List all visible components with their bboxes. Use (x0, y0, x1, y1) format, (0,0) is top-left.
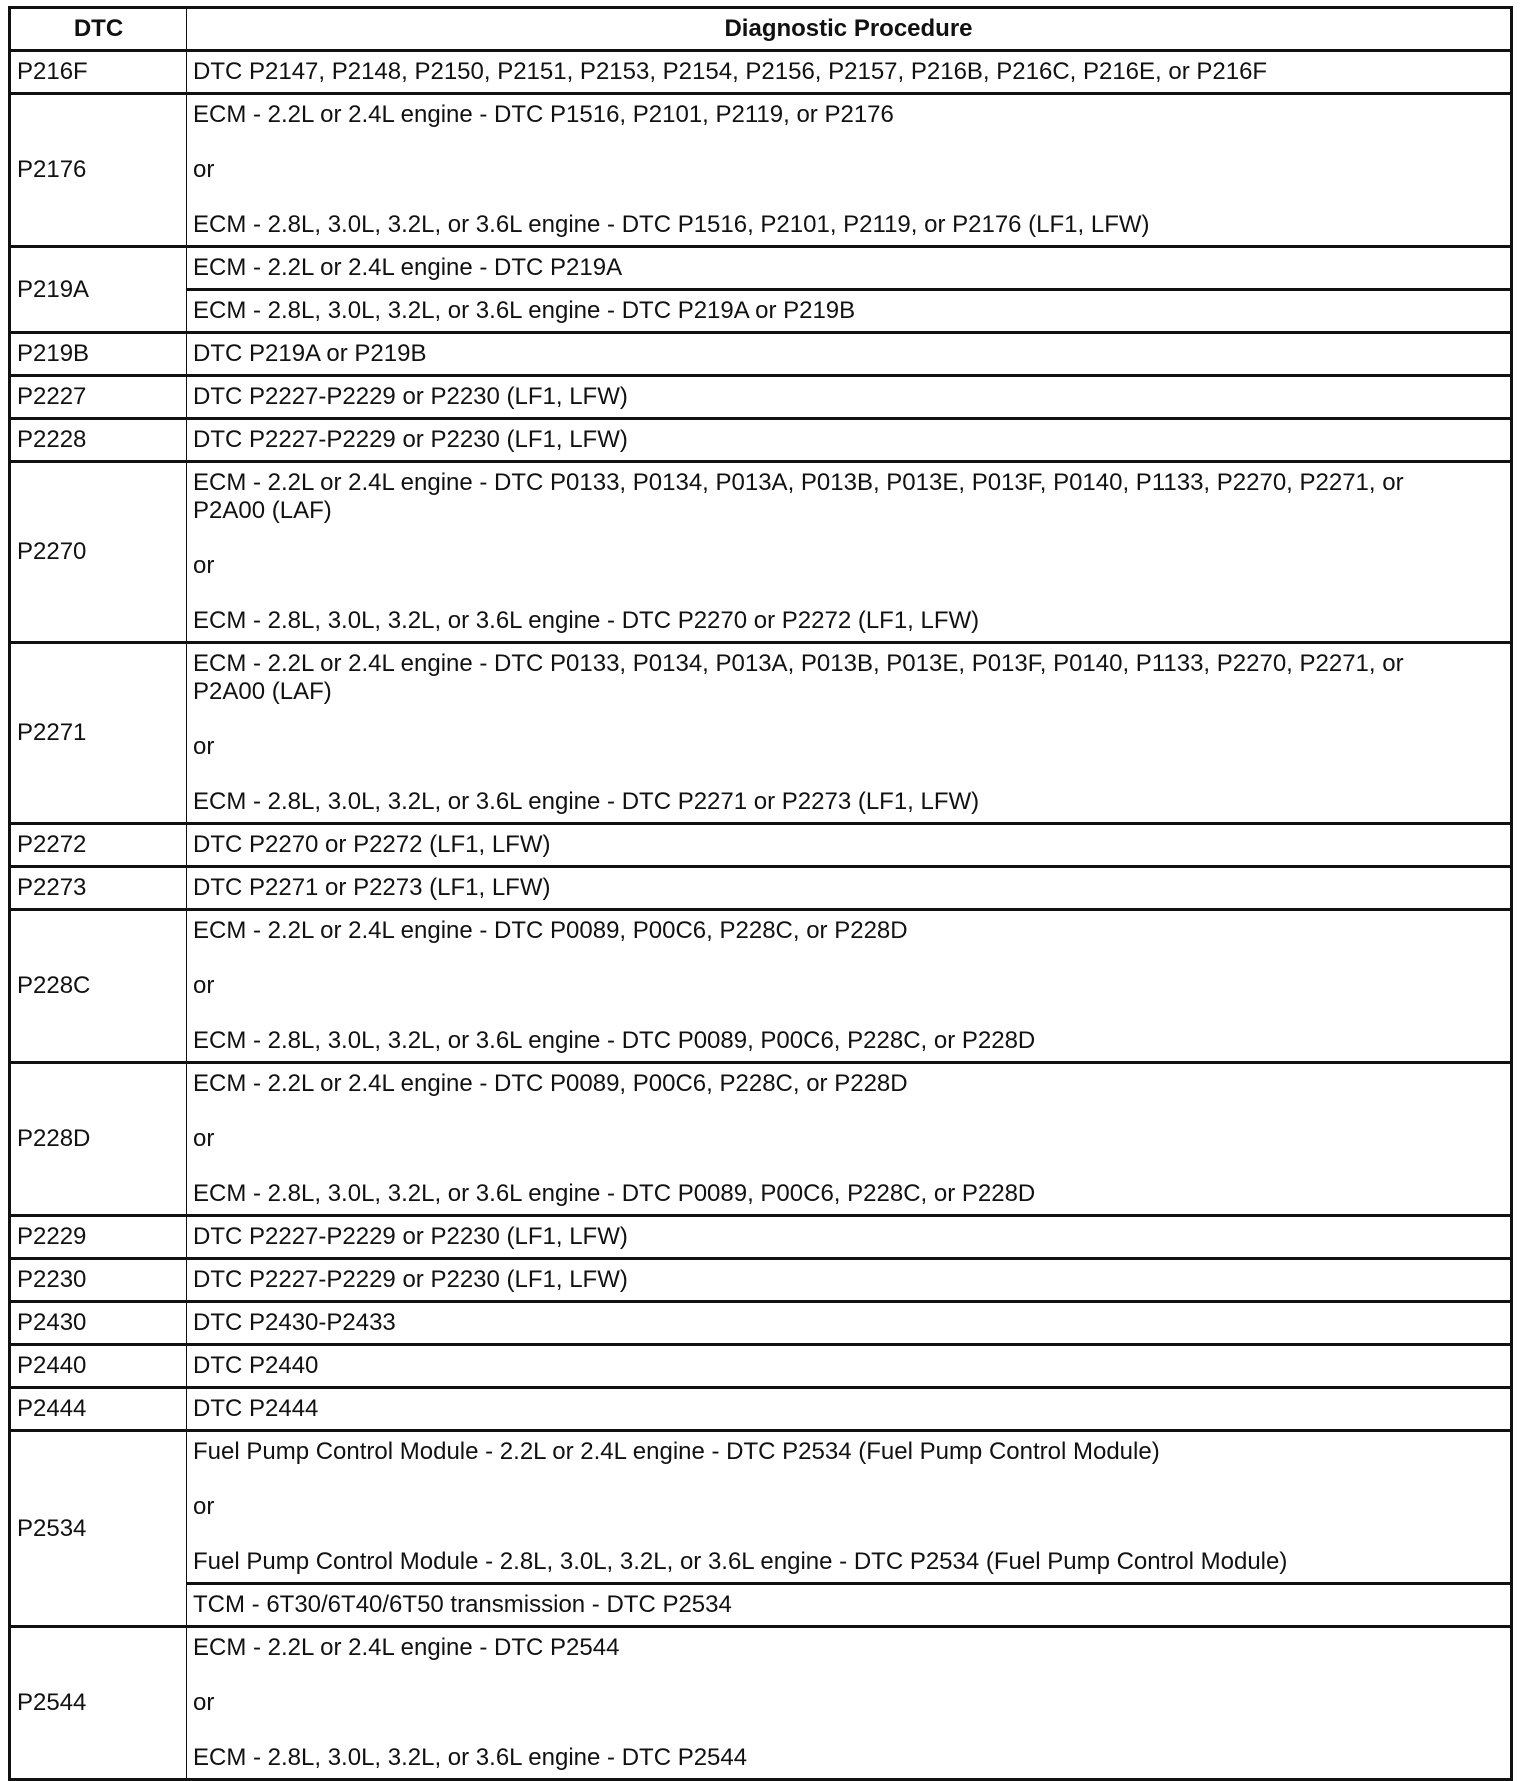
or-separator: or (193, 1125, 215, 1152)
table-row (10, 867, 1512, 910)
procedure-line: ECM - 2.8L, 3.0L, 3.2L, or 3.6L engine - DTC P1516, P2101, P2119, or P2176 (LF1, LFW) (193, 211, 1150, 238)
procedure-line: ECM - 2.2L or 2.4L engine - DTC P0133, P0134, P013A, P013B, P013E, P013F, P0140, P1133, P2270, P2271, or (193, 469, 1404, 496)
table-row (10, 1216, 1512, 1259)
table-row (10, 376, 1512, 419)
dtc-code: P2229 (10, 1216, 187, 1259)
or-separator: or (193, 552, 215, 579)
dtc-code: P219A (10, 247, 187, 333)
procedure-line: ECM - 2.2L or 2.4L engine - DTC P0133, P0134, P013A, P013B, P013E, P013F, P0140, P1133, P2270, P2271, or (193, 650, 1404, 677)
or-separator: or (193, 733, 215, 760)
table-row (10, 1302, 1512, 1345)
procedure-line: Fuel Pump Control Module - 2.8L, 3.0L, 3.2L, or 3.6L engine - DTC P2534 (Fuel Pump Control Module) (193, 1548, 1288, 1575)
procedure-line: ECM - 2.8L, 3.0L, 3.2L, or 3.6L engine - DTC P2270 or P2272 (LF1, LFW) (193, 607, 980, 634)
dtc-code: P2271 (10, 643, 187, 824)
procedure-line: ECM - 2.8L, 3.0L, 3.2L, or 3.6L engine - DTC P2544 (193, 1744, 748, 1771)
procedure-line: ECM - 2.8L, 3.0L, 3.2L, or 3.6L engine - DTC P0089, P00C6, P228C, or P228D (193, 1027, 1036, 1054)
procedure-line: DTC P219A or P219B (193, 340, 427, 367)
procedure-line: ECM - 2.8L, 3.0L, 3.2L, or 3.6L engine - DTC P0089, P00C6, P228C, or P228D (193, 1180, 1036, 1207)
diagnostic-procedure (187, 247, 1512, 290)
dtc-code: P2176 (10, 94, 187, 247)
procedure-line: DTC P2227-P2229 or P2230 (LF1, LFW) (193, 1266, 628, 1293)
line-gap (193, 1662, 1504, 1689)
procedure-line: TCM - 6T30/6T40/6T50 transmission - DTC P2534 (193, 1591, 732, 1618)
table-row (10, 1431, 1512, 1584)
table-row (10, 824, 1512, 867)
or-separator: or (193, 972, 215, 999)
procedure-line: P2A00 (LAF) (193, 678, 332, 705)
procedure-line: DTC P2444 (193, 1395, 319, 1422)
diagnostic-procedure (187, 867, 1512, 910)
diagnostic-procedure (187, 51, 1512, 94)
table-row (10, 419, 1512, 462)
table-row (10, 1627, 1512, 1780)
diagnostic-procedure (187, 1388, 1512, 1431)
procedure-line: ECM - 2.8L, 3.0L, 3.2L, or 3.6L engine - DTC P2271 or P2273 (LF1, LFW) (193, 788, 980, 815)
diagnostic-procedure (187, 1584, 1512, 1627)
diagnostic-procedure (187, 290, 1512, 333)
procedure-line: DTC P2270 or P2272 (LF1, LFW) (193, 831, 551, 858)
line-gap (193, 1153, 1504, 1180)
or-separator: or (193, 1689, 215, 1716)
dtc-table (8, 6, 1513, 1781)
dtc-code: P228D (10, 1063, 187, 1216)
table-row-continuation (10, 290, 1512, 333)
or-separator: or (193, 1493, 215, 1520)
or-separator: or (193, 156, 215, 183)
procedure-line: DTC P2147, P2148, P2150, P2151, P2153, P2154, P2156, P2157, P216B, P216C, P216E, or P216F (193, 58, 1268, 85)
table-row (10, 910, 1512, 1063)
procedure-line: DTC P2271 or P2273 (LF1, LFW) (193, 874, 551, 901)
procedure-line: DTC P2227-P2229 or P2230 (LF1, LFW) (193, 426, 628, 453)
line-gap (193, 129, 1504, 156)
diagnostic-procedure (187, 1259, 1512, 1302)
table-row (10, 1345, 1512, 1388)
table-row (10, 333, 1512, 376)
table-row (10, 1259, 1512, 1302)
diagnostic-procedure (187, 824, 1512, 867)
line-gap (193, 706, 1504, 733)
line-gap (193, 525, 1504, 552)
dtc-code: P2534 (10, 1431, 187, 1627)
diagnostic-procedure (187, 94, 1512, 247)
table-row (10, 643, 1512, 824)
header-dtc: DTC (10, 8, 187, 51)
header-procedure: Diagnostic Procedure (187, 8, 1512, 51)
diagnostic-procedure (187, 419, 1512, 462)
table-body (10, 51, 1512, 1780)
procedure-line: DTC P2440 (193, 1352, 319, 1379)
table-row (10, 1063, 1512, 1216)
diagnostic-procedure (187, 1302, 1512, 1345)
line-gap (193, 1098, 1504, 1125)
procedure-line: ECM - 2.8L, 3.0L, 3.2L, or 3.6L engine - DTC P219A or P219B (193, 297, 856, 324)
diagnostic-procedure (187, 1216, 1512, 1259)
dtc-code: P2270 (10, 462, 187, 643)
dtc-code: P2230 (10, 1259, 187, 1302)
diagnostic-procedure (187, 643, 1512, 824)
dtc-code: P2544 (10, 1627, 187, 1780)
dtc-code: P216F (10, 51, 187, 94)
dtc-code: P228C (10, 910, 187, 1063)
procedure-line: ECM - 2.2L or 2.4L engine - DTC P0089, P00C6, P228C, or P228D (193, 1070, 908, 1097)
line-gap (193, 1521, 1504, 1548)
dtc-code: P2273 (10, 867, 187, 910)
diagnostic-procedure (187, 1431, 1512, 1584)
diagnostic-procedure (187, 376, 1512, 419)
procedure-line: DTC P2227-P2229 or P2230 (LF1, LFW) (193, 383, 628, 410)
diagnostic-procedure (187, 910, 1512, 1063)
table-row (10, 462, 1512, 643)
line-gap (193, 761, 1504, 788)
procedure-line: P2A00 (LAF) (193, 497, 332, 524)
dtc-code: P2430 (10, 1302, 187, 1345)
diagnostic-procedure (187, 1345, 1512, 1388)
procedure-line: ECM - 2.2L or 2.4L engine - DTC P2544 (193, 1634, 620, 1661)
dtc-code: P2440 (10, 1345, 187, 1388)
dtc-code: P2228 (10, 419, 187, 462)
diagnostic-procedure (187, 462, 1512, 643)
table-row (10, 1388, 1512, 1431)
table-row (10, 94, 1512, 247)
line-gap (193, 184, 1504, 211)
dtc-code: P2444 (10, 1388, 187, 1431)
header-row (10, 8, 1512, 51)
table-row (10, 247, 1512, 290)
procedure-line: DTC P2430-P2433 (193, 1309, 396, 1336)
procedure-line: ECM - 2.2L or 2.4L engine - DTC P0089, P00C6, P228C, or P228D (193, 917, 908, 944)
table-row (10, 51, 1512, 94)
dtc-code: P2272 (10, 824, 187, 867)
diagnostic-procedure (187, 333, 1512, 376)
diagnostic-procedure (187, 1627, 1512, 1780)
line-gap (193, 1717, 1504, 1744)
diagnostic-procedure (187, 1063, 1512, 1216)
dtc-code: P2227 (10, 376, 187, 419)
procedure-line: Fuel Pump Control Module - 2.2L or 2.4L engine - DTC P2534 (Fuel Pump Control Module) (193, 1438, 1160, 1465)
procedure-line: DTC P2227-P2229 or P2230 (LF1, LFW) (193, 1223, 628, 1250)
procedure-line: ECM - 2.2L or 2.4L engine - DTC P1516, P2101, P2119, or P2176 (193, 101, 894, 128)
table-row-continuation (10, 1584, 1512, 1627)
line-gap (193, 1466, 1504, 1493)
line-gap (193, 580, 1504, 607)
line-gap (193, 1000, 1504, 1027)
line-gap (193, 945, 1504, 972)
procedure-line: ECM - 2.2L or 2.4L engine - DTC P219A (193, 254, 623, 281)
dtc-code: P219B (10, 333, 187, 376)
